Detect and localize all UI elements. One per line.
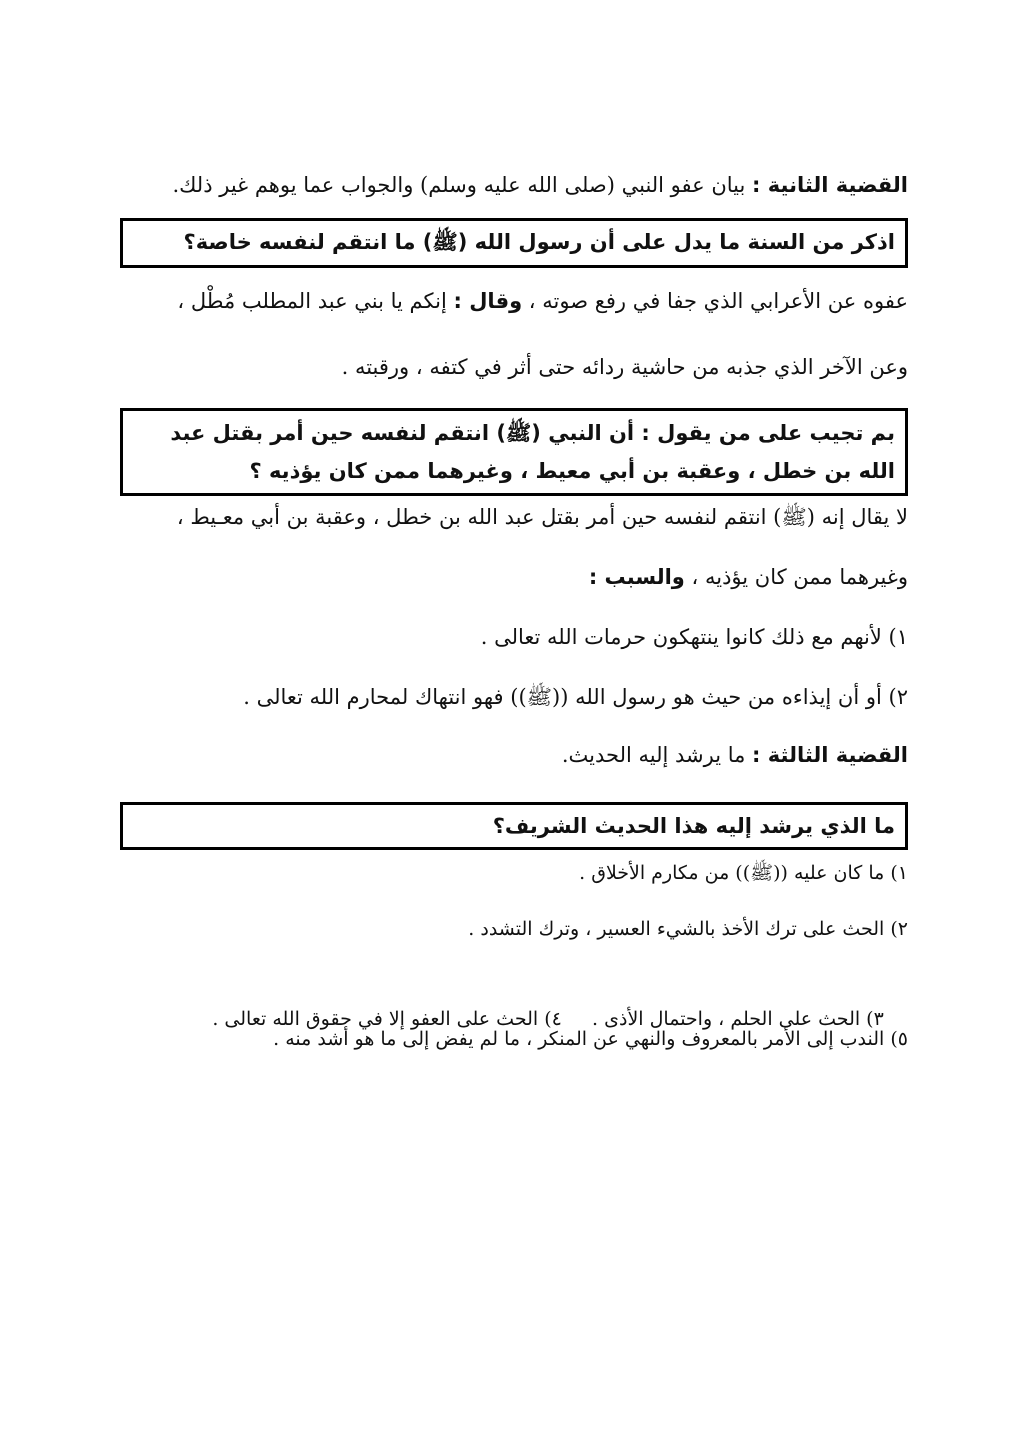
answer2-reason1-text: ١) لأنهم مع ذلك كانوا ينتهكون حرمات الله تعالى . xyxy=(480,625,908,649)
answer1-line2-text: وعن الآخر الذي جذبه من حاشية ردائه حتى أثر في كتفه ، ورقبته . xyxy=(341,355,908,379)
answer3-item5-text: ٥) الندب إلى الأمر بالمعروف والنهي عن المنكر ، ما لم يفض إلى ما هو أشد منه . xyxy=(273,1028,908,1050)
section3-heading: القضية الثالثة : xyxy=(752,743,908,767)
question2-box xyxy=(120,408,908,496)
answer2-line2-text: وغيرهما ممن كان يؤذيه ، xyxy=(684,565,908,589)
answer2-reason1 xyxy=(481,620,908,654)
answer3-item2-text: ٢) الحث على ترك الأخذ بالشيء العسير ، وترك التشدد . xyxy=(468,918,908,940)
question3-title: ما الذي يرشد إليه هذا الحديث الشريف؟ xyxy=(492,814,895,838)
answer1-line1-end: إنكم يا بني عبد المطلب مُطْل ، xyxy=(177,289,454,313)
answer3-item5 xyxy=(273,1022,908,1056)
section2-text: بيان عفو النبي (صلى الله عليه وسلم) والجواب عما يوهم غير ذلك. xyxy=(172,173,753,197)
question2-line1 xyxy=(133,414,895,452)
question2-prefix: بم تجيب على من يقول : xyxy=(634,421,895,445)
question1-box xyxy=(120,218,908,268)
answer2-reason2-text: ٢) أو أن إيذاءه من حيث هو رسول الله ((ﷺ)) فهو انتهاك لمحارم الله تعالى . xyxy=(243,685,908,709)
answer2-reason2 xyxy=(243,680,908,714)
question2-claim: أن النبي (ﷺ) انتقم لنفسه حين أمر بقتل عبد xyxy=(170,421,635,445)
answer3-item2 xyxy=(468,912,908,946)
section3-heading-line xyxy=(562,738,908,772)
answer1-said: وقال : xyxy=(453,289,523,313)
answer2-reason-label: والسبب : xyxy=(588,565,685,589)
answer2-line2 xyxy=(589,560,908,594)
question2-line2: الله بن خطل ، وعقبة بن أبي معيط ، وغيرهما ممن كان يؤذيه ؟ xyxy=(249,459,895,483)
answer1-line1-text: عفوه عن الأعرابي الذي جفا في رفع صوته ، xyxy=(522,289,908,313)
answer2-line1 xyxy=(177,500,908,534)
answer2-line1-text: لا يقال إنه (ﷺ) انتقم لنفسه حين أمر بقتل عبد الله بن خطل ، وعقبة بن أبي معـيط ، xyxy=(176,505,908,529)
answer1-line1 xyxy=(177,284,908,318)
answer3-item1-text: ١) ما كان عليه ((ﷺ)) من مكارم الأخلاق . xyxy=(579,862,908,884)
section2-heading: القضية الثانية : xyxy=(752,173,908,197)
question1-title: اذكر من السنة ما يدل على أن رسول الله (ﷺ) ما انتقم لنفسه خاصة؟ xyxy=(183,230,895,254)
answer3-item1 xyxy=(579,856,908,890)
answer1-line2 xyxy=(342,350,908,384)
section3-text: ما يرشد إليه الحديث. xyxy=(561,743,753,767)
section2-heading-line xyxy=(172,168,908,202)
answer3-item3-text: ٣) الحث على الحلم ، واحتمال الأذى . ٤) الحث على العفو إلا في حقوق الله تعالى . xyxy=(212,1008,884,1030)
question3-box xyxy=(120,802,908,850)
